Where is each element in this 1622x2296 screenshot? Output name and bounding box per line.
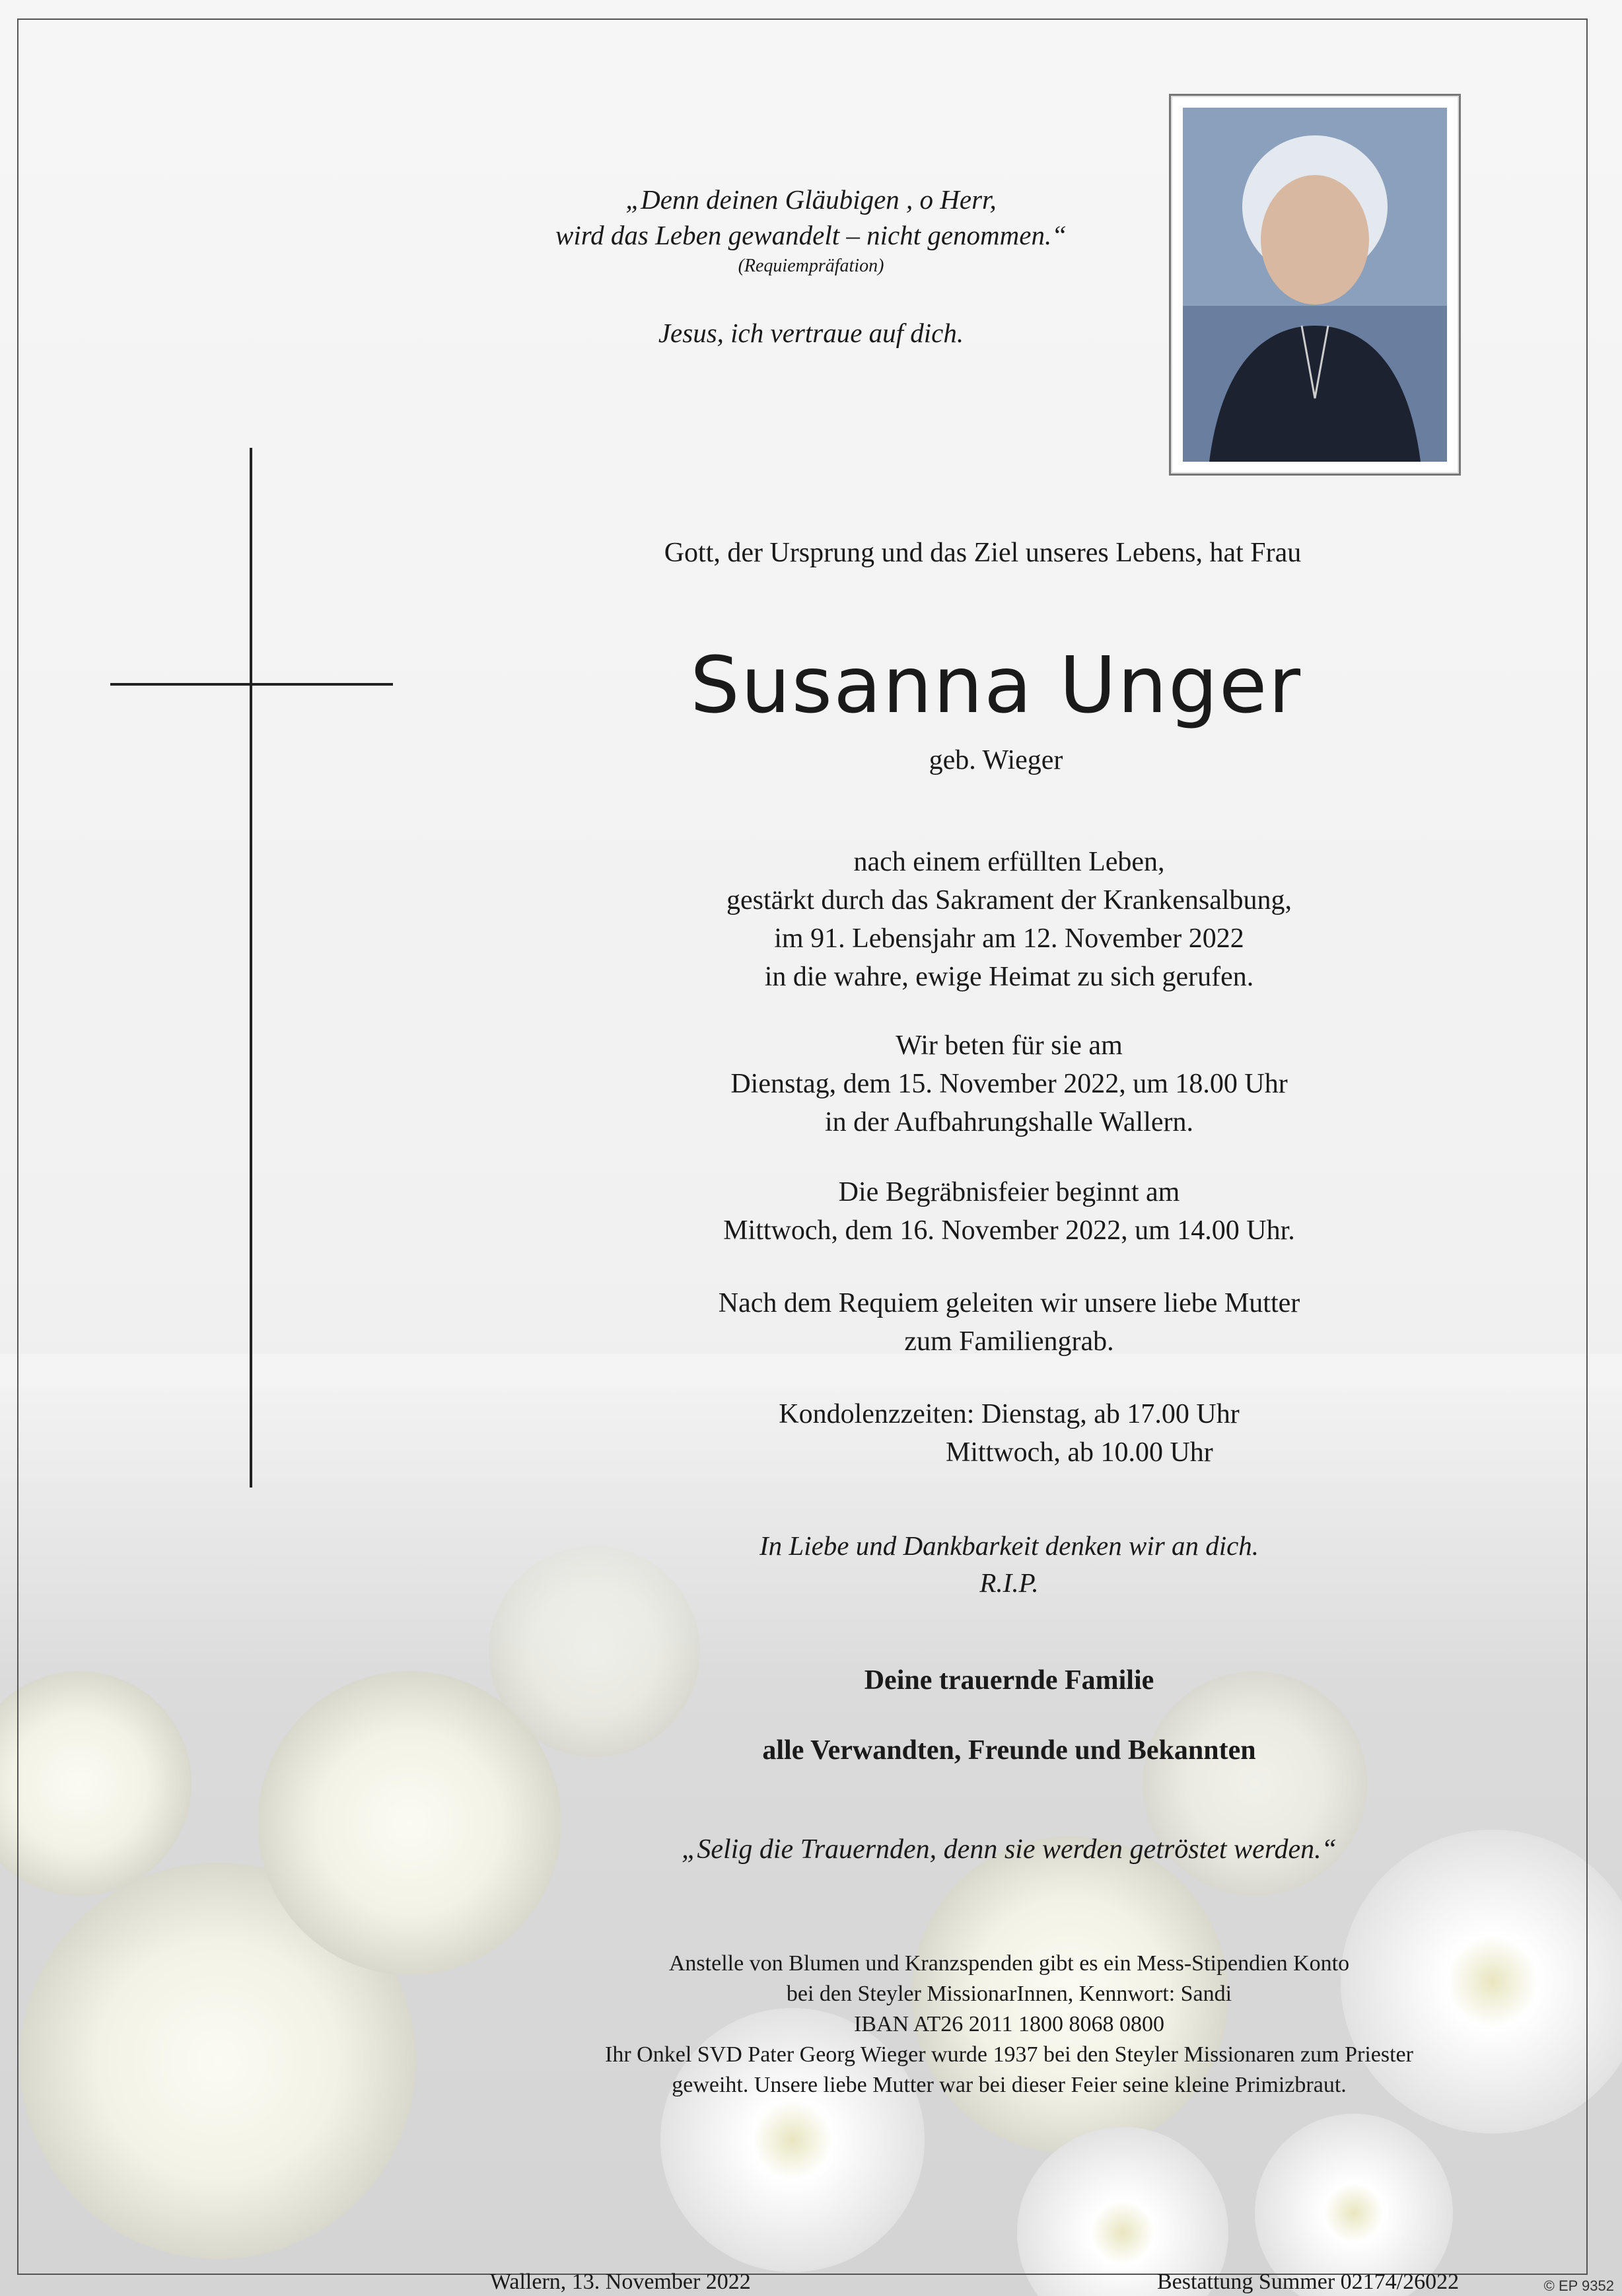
deceased-name: Susanna Unger bbox=[689, 639, 1302, 731]
portrait-photo bbox=[1169, 94, 1461, 476]
burial-line-2: zum Familiengrab. bbox=[904, 1326, 1114, 1357]
prayer-service-line-1: Wir beten für sie am bbox=[896, 1030, 1123, 1061]
donation-iban: IBAN AT26 2011 1800 8068 0800 bbox=[853, 2012, 1165, 2036]
funeral-line-1: Die Begräbnisfeier beginnt am bbox=[838, 1177, 1180, 1207]
mourners-family: Deine trauernde Familie bbox=[864, 1665, 1154, 1696]
print-code: © EP 9352 bbox=[1543, 2278, 1614, 2294]
intro-line: Gott, der Ursprung und das Ziel unseres Lebens, hat Frau bbox=[664, 538, 1302, 568]
notice-line-2: gestärkt durch das Sakrament der Krankensalbung, bbox=[726, 885, 1292, 915]
portrait-image bbox=[1183, 108, 1447, 462]
place-date: Wallern, 13. November 2022 bbox=[490, 2270, 751, 2294]
burial-line-1: Nach dem Requiem geleiten wir unsere liebe Mutter bbox=[718, 1288, 1300, 1318]
prayer-service-line-2: Dienstag, dem 15. November 2022, um 18.00 Uhr bbox=[730, 1069, 1288, 1099]
notice-line-3: im 91. Lebensjahr am 12. November 2022 bbox=[774, 923, 1244, 954]
farewell-line-1: In Liebe und Dankbarkeit denken wir an dich. bbox=[759, 1530, 1259, 1561]
farewell-line-2: R.I.P. bbox=[979, 1567, 1039, 1598]
donation-line-2: bei den Steyler MissionarInnen, Kennwort: Sandi bbox=[786, 1982, 1232, 2006]
undertaker: Bestattung Summer 02174/26022 bbox=[1157, 2270, 1460, 2294]
maiden-name: geb. Wieger bbox=[929, 745, 1063, 775]
mourners-others: alle Verwandten, Freunde und Bekannten bbox=[762, 1735, 1256, 1766]
funeral-line-2: Mittwoch, dem 16. November 2022, um 14.00 Uhr. bbox=[723, 1215, 1295, 1246]
condolence-line-1: Kondolenzzeiten: Dienstag, ab 17.00 Uhr bbox=[779, 1399, 1240, 1429]
closing-quote: „Selig die Trauernden, denn sie werden getröstet werden.“ bbox=[682, 1834, 1337, 1865]
notice-line-4: in die wahre, ewige Heimat zu sich gerufen. bbox=[764, 962, 1254, 992]
quote-source: (Requiempräfation) bbox=[738, 256, 884, 276]
condolence-line-2: Mittwoch, ab 10.00 Uhr bbox=[946, 1437, 1213, 1468]
prayer-service-line-3: in der Aufbahrungshalle Wallern. bbox=[824, 1107, 1194, 1137]
prayer-line: Jesus, ich vertraue auf dich. bbox=[658, 318, 964, 348]
quote-line-2: wird das Leben gewandelt – nicht genommen.“ bbox=[555, 220, 1067, 250]
donation-line-1: Anstelle von Blumen und Kranzspenden gibt es ein Mess-Stipendien Konto bbox=[668, 1951, 1350, 1976]
donation-line-4: Ihr Onkel SVD Pater Georg Wieger wurde 1937 bei den Steyler Missionaren zum Priester bbox=[605, 2042, 1413, 2067]
quote-line-1: „Denn deinen Gläubigen , o Herr, bbox=[625, 184, 997, 215]
notice-line-1: nach einem erfüllten Leben, bbox=[853, 847, 1165, 877]
donation-line-5: geweiht. Unsere liebe Mutter war bei dieser Feier seine kleine Primizbraut. bbox=[672, 2073, 1347, 2097]
